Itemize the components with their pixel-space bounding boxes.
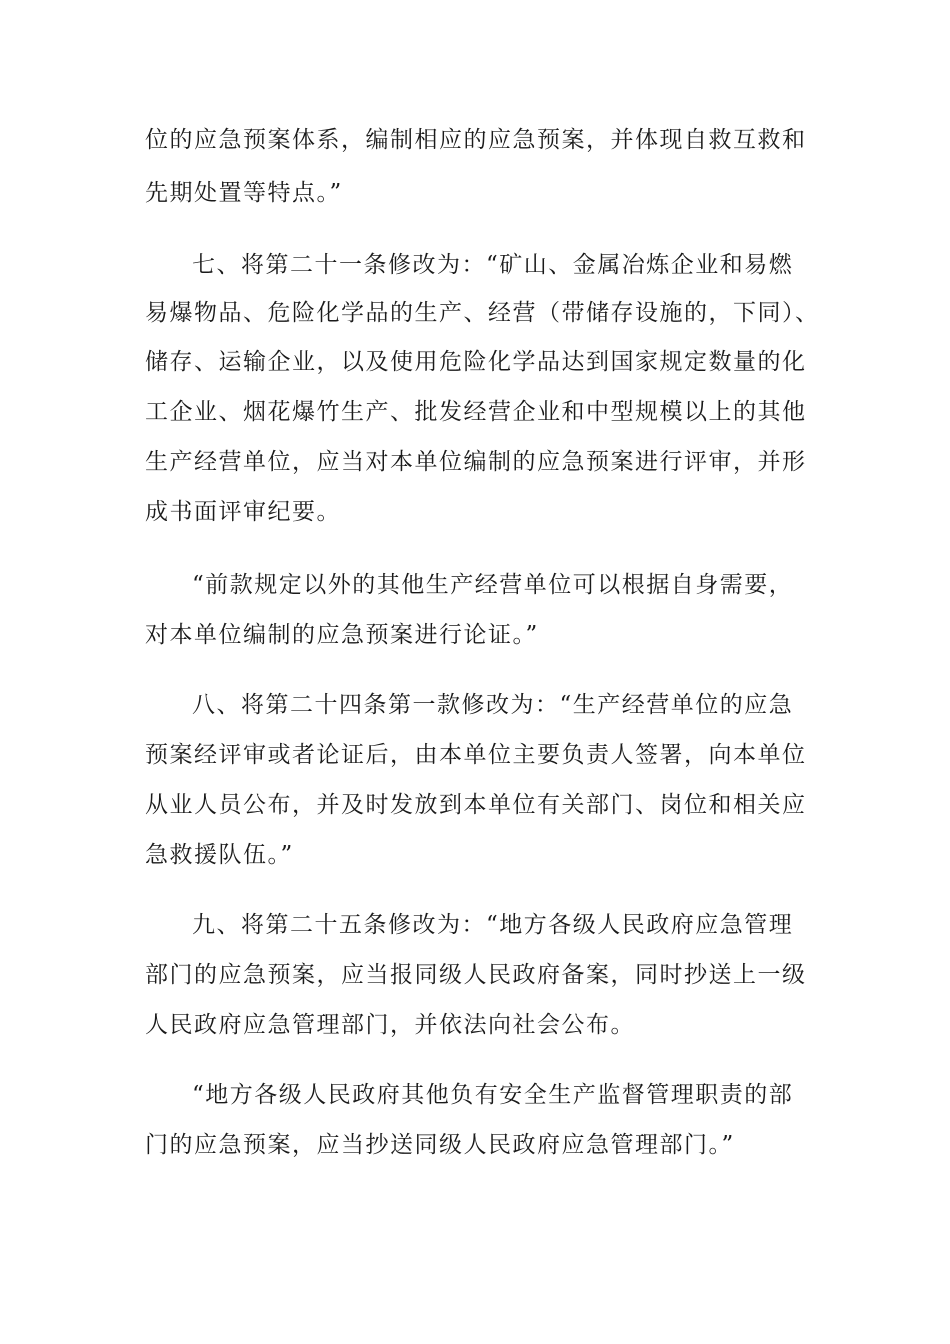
paragraph-line: 对本单位编制的应急预案进行论证。” <box>145 622 539 648</box>
paragraph-line: 急救援队伍。” <box>145 842 294 868</box>
paragraph-line: 先期处置等特点。” <box>145 180 343 206</box>
paragraph-line: 门的应急预案，应当抄送同级人民政府应急管理部门。” <box>145 1132 735 1158</box>
paragraph-line: 预案经评审或者论证后，由本单位主要负责人签署，向本单位 <box>145 742 807 768</box>
paragraph-line: 生产经营单位，应当对本单位编制的应急预案进行评审，并形 <box>145 449 807 475</box>
paragraph-line: “前款规定以外的其他生产经营单位可以根据自身需要， <box>192 572 794 598</box>
paragraph-line: 储存、运输企业，以及使用危险化学品达到国家规定数量的化 <box>145 349 807 375</box>
paragraph-line: 从业人员公布，并及时发放到本单位有关部门、岗位和相关应 <box>145 792 807 818</box>
paragraph-line: 七、将第二十一条修改为：“矿山、金属冶炼企业和易燃 <box>192 252 794 278</box>
paragraph-line: 工企业、烟花爆竹生产、批发经营企业和中型规模以上的其他 <box>145 399 807 425</box>
paragraph-line: 成书面评审纪要。 <box>145 499 341 525</box>
paragraph-line: 人民政府应急管理部门，并依法向社会公布。 <box>145 1012 635 1038</box>
paragraph-line: 九、将第二十五条修改为：“地方各级人民政府应急管理 <box>192 912 794 938</box>
paragraph-line: 八、将第二十四条第一款修改为：“生产经营单位的应急 <box>192 692 794 718</box>
paragraph-line: 位的应急预案体系，编制相应的应急预案，并体现自救互救和 <box>145 127 807 153</box>
paragraph-line: 部门的应急预案，应当报同级人民政府备案，同时抄送上一级 <box>145 962 807 988</box>
paragraph-line: 易爆物品、危险化学品的生产、经营（带储存设施的，下同）、 <box>145 300 820 326</box>
paragraph-line: “地方各级人民政府其他负有安全生产监督管理职责的部 <box>192 1082 794 1108</box>
